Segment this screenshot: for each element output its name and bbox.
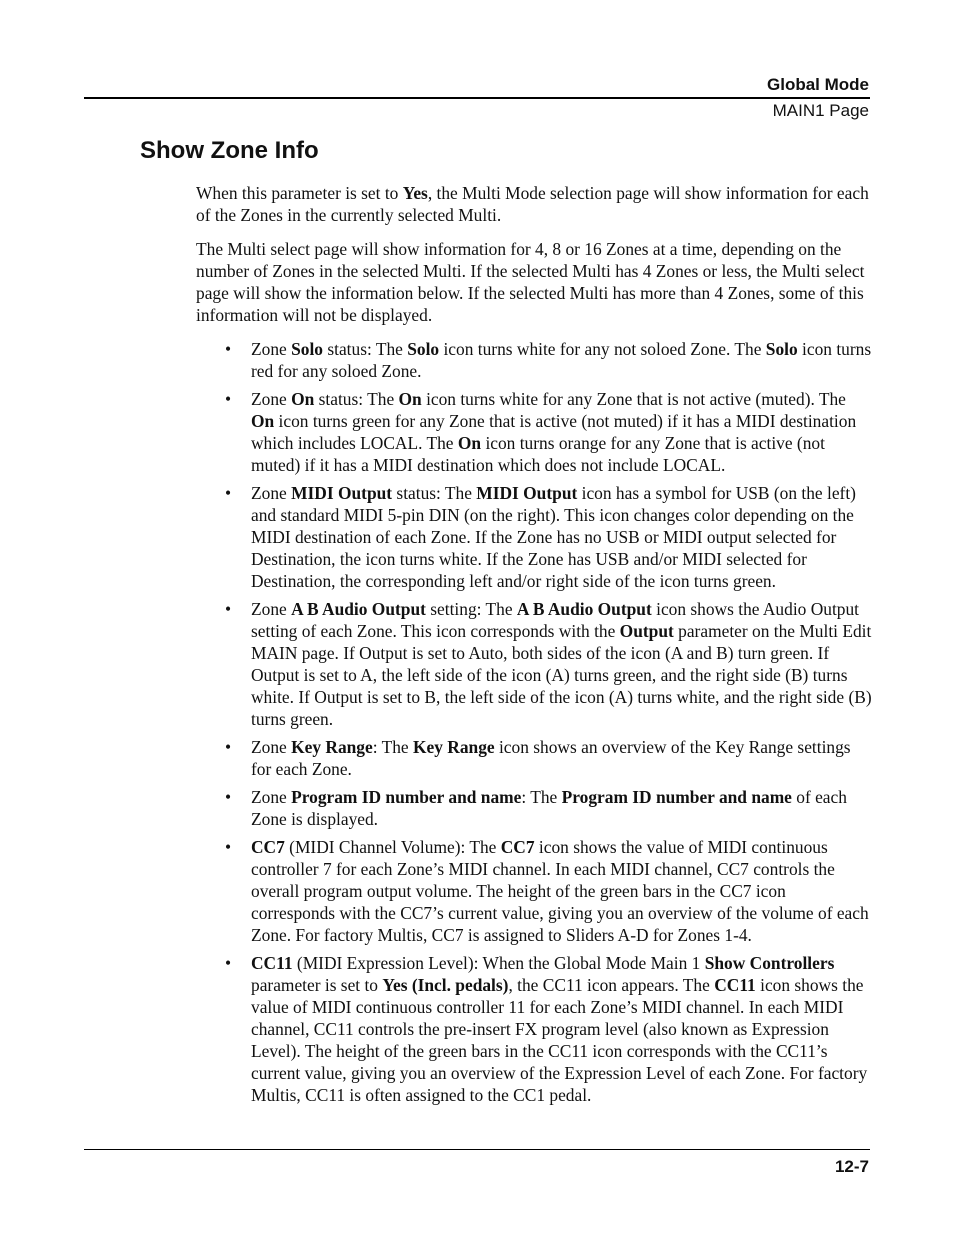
text-run: icon turns green for any Zone that is active (not muted) if it has a MIDI destination which includes LOCAL. The xyxy=(251,411,857,453)
text-run: Zone xyxy=(251,737,292,757)
text-run: : The xyxy=(372,737,413,757)
bold-term: Key Range xyxy=(412,737,495,757)
zone-info-list xyxy=(196,338,872,1106)
text-run: , the Multi Mode selection page will show information for each of the Zones in the currently selected Multi. xyxy=(196,183,869,225)
text-run: parameter is set to xyxy=(251,975,383,995)
bold-term: On xyxy=(457,433,482,453)
text-run: : The xyxy=(521,787,562,807)
bold-term: Program ID number and name xyxy=(561,787,792,807)
text-run: icon turns orange for any Zone that is active (not muted) if it has a MIDI destination which does not include LOCAL. xyxy=(251,433,825,475)
bold-term: CC11 xyxy=(714,975,756,995)
bullet-icon: • xyxy=(225,483,232,503)
bold-term: Yes (Incl. pedals) xyxy=(382,975,509,995)
text-run: Zone xyxy=(251,599,292,619)
bold-term: Solo xyxy=(765,339,798,359)
text-run: icon turns white for any not soloed Zone. The xyxy=(439,339,766,359)
bullet-icon: • xyxy=(225,599,232,619)
list-item xyxy=(196,952,872,1106)
bold-term: Show Controllers xyxy=(704,953,835,973)
bullet-icon: • xyxy=(225,737,232,757)
bold-term: Solo xyxy=(291,339,323,359)
section-title: Show Zone Info xyxy=(140,137,319,164)
text-run: icon has a symbol for USB (on the left) and standard MIDI 5-pin DIN (on the right). This icon changes color depending on the MIDI destination of each Zone. If the Zone has no USB or MIDI output selected for Destination, the icon turns white. If the Zone has USB and/or MIDI selected for Destination, the corresponding left and/or right side of the icon turns green. xyxy=(251,483,856,591)
text-run: of each Zone is displayed. xyxy=(251,787,847,829)
text-run: (MIDI Channel Volume): The xyxy=(284,837,501,857)
text-run: icon turns white for any Zone that is not active (muted). The xyxy=(421,389,846,409)
bullet-icon: • xyxy=(225,389,232,409)
bold-term: MIDI Output xyxy=(476,483,578,503)
list-item xyxy=(196,598,872,730)
description-paragraph xyxy=(196,238,872,326)
bold-term: On xyxy=(291,389,315,409)
bullet-icon: • xyxy=(225,787,232,807)
bold-term: Program ID number and name xyxy=(291,787,522,807)
text-run: , the CC11 icon appears. The xyxy=(508,975,715,995)
text-run: The Multi select page will show information for 4, 8 or 16 Zones at a time, depending on the number of Zones in the selected Multi. If the selected Multi has 4 Zones or less, the Multi select page will show the information below. If the selected Multi has more than 4 Zones, some of this information will not be displayed. xyxy=(196,239,865,325)
list-item xyxy=(196,836,872,946)
bold-term: Key Range xyxy=(291,737,373,757)
list-item xyxy=(196,786,872,830)
body-text xyxy=(196,182,872,1112)
bold-term: MIDI Output xyxy=(291,483,393,503)
text-run: Zone xyxy=(251,483,292,503)
list-item xyxy=(196,482,872,592)
bold-term: A B Audio Output xyxy=(516,599,652,619)
text-run: status: The xyxy=(314,389,399,409)
page-subtitle: MAIN1 Page xyxy=(772,101,869,120)
bold-term: Solo xyxy=(407,339,440,359)
bold-term: On xyxy=(251,411,275,431)
list-item xyxy=(196,338,872,382)
list-item xyxy=(196,736,872,780)
text-run: status: The xyxy=(323,339,408,359)
bold-term: On xyxy=(398,389,422,409)
text-run: icon turns red for any soloed Zone. xyxy=(251,339,872,381)
text-run: status: The xyxy=(392,483,477,503)
footer-divider xyxy=(84,1149,870,1150)
bold-term: CC7 xyxy=(251,837,285,857)
bullet-icon: • xyxy=(225,953,232,973)
bold-term: CC7 xyxy=(500,837,535,857)
text-run: icon shows the value of MIDI continuous controller 11 for each Zone’s MIDI channel. In each MIDI channel, CC11 controls the pre-insert FX program level (also known as Expression Level). The height of the green bars in the CC11 icon corresponds with the CC11’s current value, giving you an overview of the Expression Level of each Zone. For factory Multis, CC11 is often assigned to the CC1 pedal. xyxy=(251,975,868,1105)
text-run: When this parameter is set to xyxy=(196,183,403,203)
bold-term: Yes xyxy=(402,183,428,203)
text-run: icon shows the Audio Output setting of each Zone. This icon corresponds with the xyxy=(251,599,860,641)
page-number: 12-7 xyxy=(834,1157,869,1176)
bullet-icon: • xyxy=(225,837,232,857)
text-run: (MIDI Expression Level): When the Global Mode Main 1 xyxy=(292,953,705,973)
bold-term: Output xyxy=(619,621,674,641)
chapter-title: Global Mode xyxy=(767,75,869,94)
text-run: icon shows the value of MIDI continuous controller 7 for each Zone’s MIDI channel. In each MIDI channel, CC7 controls the overall program output volume. The height of the green bars in the CC7 icon corresponds with the CC7’s current value, giving you an overview of the volume of each Zone. For factory Multis, CC7 is assigned to Sliders A-D for Zones 1-4. xyxy=(251,837,869,945)
list-item xyxy=(196,388,872,476)
text-run: setting: The xyxy=(425,599,517,619)
bold-term: CC11 xyxy=(251,953,293,973)
header-divider xyxy=(84,97,870,99)
bullet-icon: • xyxy=(225,339,232,359)
intro-paragraph xyxy=(196,182,872,226)
text-run: parameter on the Multi Edit MAIN page. If Output is set to Auto, both sides of the icon (A and B) turn green. If Output is set to A, the left side of the icon (A) turns green, and the right side (B) turns white. If Output is set to B, the left side of the icon (A) turns white, and the right side (B) turns green. xyxy=(251,621,872,729)
text-run: Zone xyxy=(251,339,292,359)
bold-term: A B Audio Output xyxy=(291,599,426,619)
text-run: icon shows an overview of the Key Range settings for each Zone. xyxy=(251,737,851,779)
text-run: Zone xyxy=(251,389,292,409)
text-run: Zone xyxy=(251,787,292,807)
